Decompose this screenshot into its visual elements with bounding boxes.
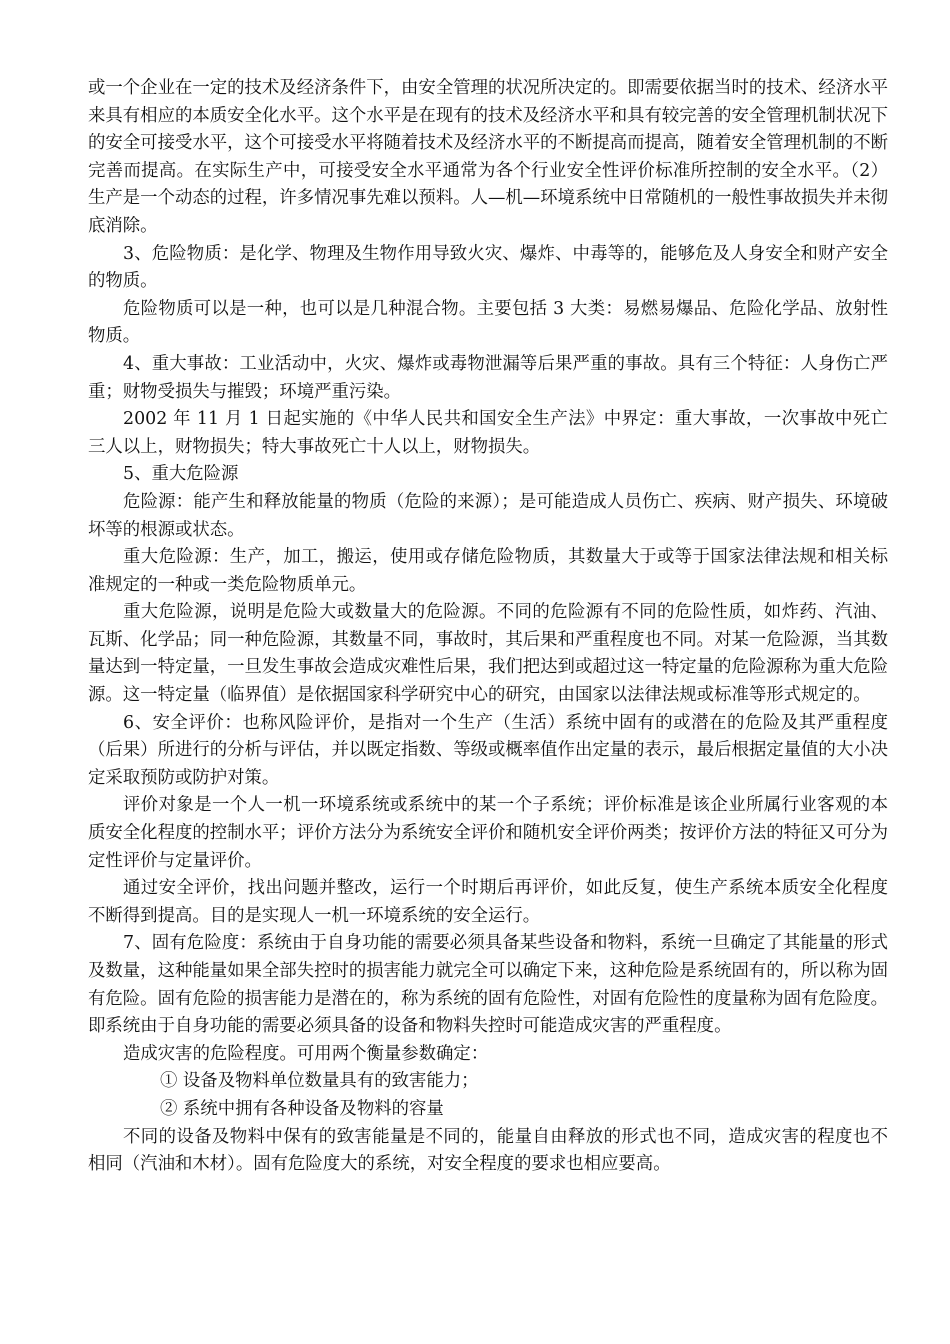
- paragraph: 不同的设备及物料中保有的致害能量是不同的，能量自由释放的形式也不同，造成灾害的程度也不相同（汽油和木材）。固有危险度大的系统，对安全程度的要求也相应要高。: [88, 1126, 888, 1175]
- paragraph: 6、安全评价：也称风险评价，是指对一个生产（生活）系统中固有的或潜在的危险及其严重程度（后果）所进行的分析与评估，并以既定指数、等级或概率值作出定量的表示，最后根据定量值的大小决定采取预防或防护对策。: [88, 712, 888, 788]
- paragraph: 2002 年 11 月 1 日起实施的《中华人民共和国安全生产法》中界定：重大事故，一次事故中死亡三人以上，财物损失；特大事故死亡十人以上，财物损失。: [88, 409, 888, 457]
- paragraph: 重大危险源：生产，加工，搬运，使用或存储危险物质，其数量大于或等于国家法律法规和相关标准规定的一种或一类危险物质单元。: [88, 547, 888, 595]
- paragraph: 造成灾害的危险程度。可用两个衡量参数确定：: [123, 1043, 489, 1064]
- section-heading: 5、重大危险源: [123, 464, 239, 485]
- paragraph: 通过安全评价，找出问题并整改，运行一个时期后再评价，如此反复，使生产系统本质安全化程度不断得到提高。目的是实现人一机一环境系统的安全运行。: [88, 878, 888, 926]
- paragraph: 4、重大事故：工业活动中，火灾、爆炸或毒物泄漏等后果严重的事故。具有三个特征：人身伤亡严重；财物受损失与摧毁；环境严重污染。: [88, 353, 888, 402]
- paragraph: 危险源：能产生和释放能量的物质（危险的来源）；是可能造成人员伤亡、疾病、财产损失、环境破坏等的根源或状态。: [88, 491, 888, 540]
- paragraph: 评价对象是一个人一机一环境系统或系统中的某一个子系统；评价标准是该企业所属行业客观的本质安全化程度的控制水平；评价方法分为系统安全评价和随机安全评价两类；按评价方法的特征又可分为定性评价与定量评价。: [88, 795, 888, 871]
- paragraph: 或一个企业在一定的技术及经济条件下，由安全管理的状况所决定的。即需要依据当时的技术、经济水平来具有相应的本质安全化水平。这个水平是在现有的技术及经济水平和具有较完善的安全管理机制状况下的安全可接受水平，这个可接受水平将随着技术及经济水平的不断提高而提高，随着安全管理机制的不断完善而提高。在实际生产中，可接受安全水平通常为各个行业安全性评价标准所控制的安全水平。（2）生产是一个动态的过程，许多情况事先难以预料。人—机—环境系统中日常随机的一般性事故损失并未彻底消除。: [88, 78, 888, 236]
- paragraph: 危险物质可以是一种，也可以是几种混合物。主要包括 3 大类：易燃易爆品、危险化学品、放射性物质。: [88, 298, 888, 347]
- list-item: ② 系统中拥有各种设备及物料的容量: [160, 1098, 444, 1119]
- paragraph: 3、危险物质：是化学、物理及生物作用导致火灾、爆炸、中毒等的，能够危及人身安全和财产安全的物质。: [88, 243, 888, 292]
- paragraph: 7、固有危险度：系统由于自身功能的需要必须具备某些设备和物料，系统一旦确定了其能量的形式及数量，这种能量如果全部失控时的损害能力就完全可以确定下来，这种危险是系统固有的，所以称为固有危险。固有危险的损害能力是潜在的，称为系统的固有危险性，对固有危险性的度量称为固有危险度。即系统由于自身功能的需要必须具备的设备和物料失控时可能造成灾害的严重程度。: [88, 933, 888, 1037]
- list-item: ① 设备及物料单位数量具有的致害能力；: [160, 1071, 479, 1092]
- paragraph: 重大危险源，说明是危险大或数量大的危险源。不同的危险源有不同的危险性质，如炸药、汽油、瓦斯、化学品；同一种危险源，其数量不同，事故时，其后果和严重程度也不同。对某一危险源，当其数量达到一特定量，一旦发生事故会造成灾难性后果，我们把达到或超过这一特定量的危险源称为重大危险源。这一特定量（临界值）是依据国家科学研究中心的研究，由国家以法律法规或标准等形式规定的。: [88, 602, 888, 706]
